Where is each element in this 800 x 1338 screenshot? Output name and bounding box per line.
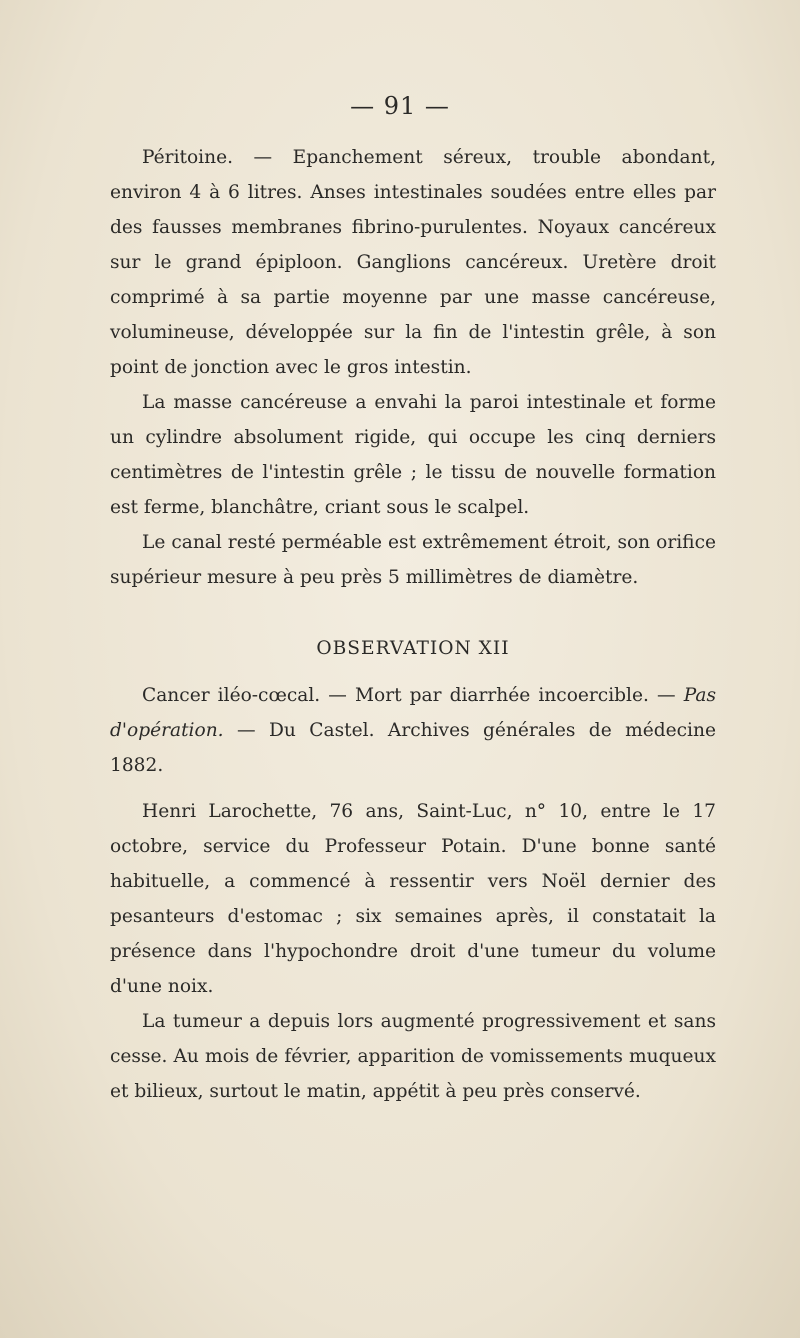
observation-title-main: Cancer iléo-cœcal. — Mort par diarrhée incoercible. — xyxy=(142,685,676,706)
paragraph-henri-larochette: Henri Larochette, 76 ans, Saint-Luc, n° 10, entre le 17 octobre, service du Professeur Potain. D'une bonne santé habituelle, a commencé à ressentir vers Noël dernier des pesanteurs d'estomac ; six semaines après, il constatait la présence dans l'hypochondre droit d'une tumeur du volume d'une noix. xyxy=(110,801,716,997)
page-body xyxy=(110,140,716,1109)
page-number: — 91 — xyxy=(350,92,450,120)
observation-title xyxy=(110,678,716,783)
observation-title-source: — Du Castel. Archives générales de médecine 1882. xyxy=(110,720,716,776)
paragraph-canal: Le canal resté perméable est extrêmement étroit, son orifice supérieur mesure à peu près 5 millimètres de diamètre. xyxy=(110,532,716,588)
spacer xyxy=(110,783,716,794)
paragraph-tumeur: La tumeur a depuis lors augmenté progressivement et sans cesse. Au mois de février, apparition de vomissements muqueux et bilieux, surtout le matin, appétit à peu près conservé. xyxy=(110,1011,716,1102)
paragraph-peritoine: Péritoine. — Epanchement séreux, trouble abondant, environ 4 à 6 litres. Anses intestinales soudées entre elles par des fausses membranes fibrino-purulentes. Noyaux cancéreux sur le grand épiploon. Ganglions cancéreux. Uretère droit comprimé à sa partie moyenne par une masse cancéreuse, volumineuse, développée sur la fin de l'intestin grêle, à son point de jonction avec le gros intestin. xyxy=(110,147,716,378)
observation-heading: OBSERVATION XII xyxy=(316,638,510,659)
paragraph-masse-cancereuse: La masse cancéreuse a envahi la paroi intestinale et forme un cylindre absolument rigide, qui occupe les cinq derniers centimètres de l'intestin grêle ; le tissu de nouvelle formation est ferme, blanchâtre, criant sous le scalpel. xyxy=(110,392,716,518)
observation-title-italic: Pas d'opération. xyxy=(110,685,716,741)
